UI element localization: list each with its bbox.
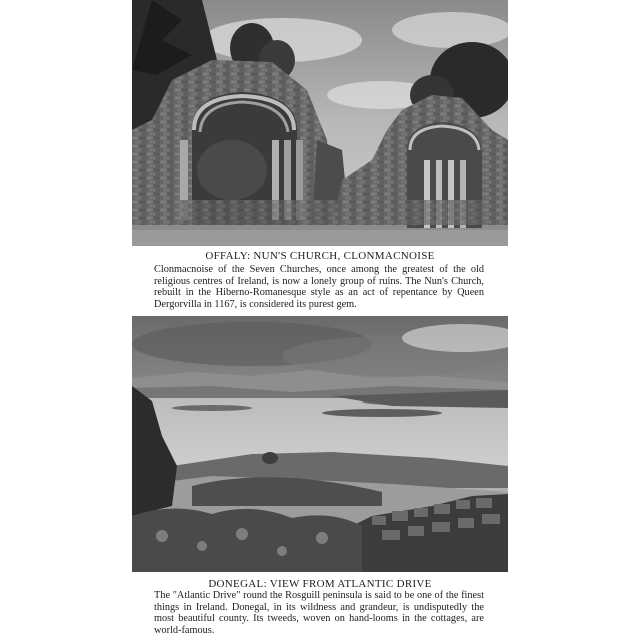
plate-2-title: DONEGAL: VIEW FROM ATLANTIC DRIVE <box>208 578 432 590</box>
plate-1-caption: Clonmacnoise of the Seven Churches, once among the greatest of the old religious centres of Ireland, is now a lonely group of ruins. The Nun's Church, rebuilt in the Hiberno-Romanesque style as an act of repentance by Queen Dergorvilla in 1167, is considered its purest gem. <box>154 264 484 310</box>
plate-1-title: OFFALY: NUN'S CHURCH, CLONMACNOISE <box>205 250 435 262</box>
photo-nuns-church <box>132 0 508 246</box>
photo-donegal-view <box>132 316 508 572</box>
plate-2-caption: The "Atlantic Drive" round the Rosguill peninsula is said to be one of the finest things in Ireland. Donegal, in its wildness and grandeur, is undisputedly the most beautiful county. Its tweeds, woven on hand-looms in the cottages, are world-famous. <box>154 590 484 636</box>
